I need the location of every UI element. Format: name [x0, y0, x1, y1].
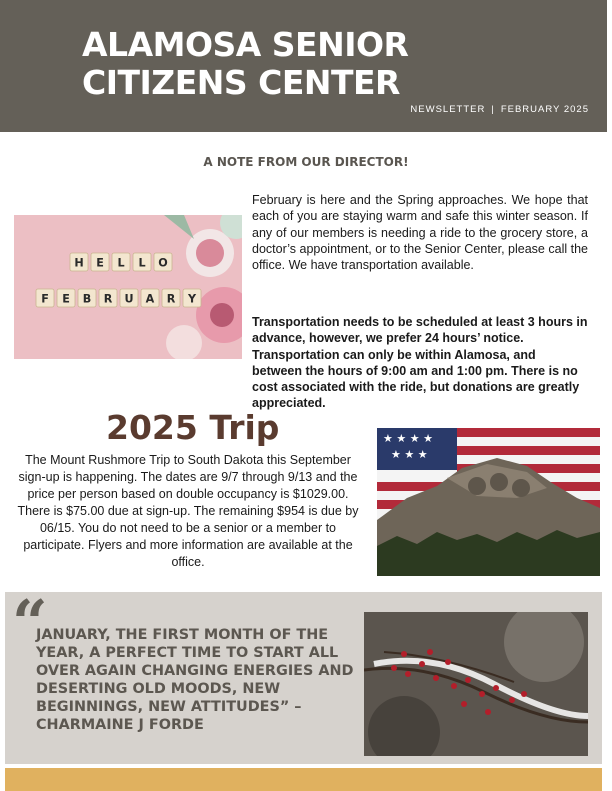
hello-february-photo: [14, 215, 242, 359]
letter-tile-text: R: [166, 292, 176, 306]
letter-tile-text: A: [145, 292, 155, 306]
letter-tile-text: R: [103, 292, 113, 306]
quote-text: JANUARY, THE FIRST MONTH OF THE YEAR, A PERFECT TIME TO START ALL OVER AGAIN CHANGING ENERGIES AND DESERTING OLD MOODS, NEW BEGINNINGS, NEW ATTITUDES” – CHARMAINE J FORDE: [36, 627, 354, 733]
meta-separator: |: [491, 104, 495, 115]
newsletter-meta: [410, 104, 589, 115]
transportation-notice: Transportation needs to be scheduled at least 3 hours in advance, however, we prefer 24 hours’ notice. Transportation can only be within Alamosa, and between the hours of 9:00 am and 1:00 pm. There is no cost associated with the ride, but donations are greatly appreciated.: [252, 315, 588, 411]
newsletter-label: NEWSLETTER: [410, 104, 486, 115]
trip-title: 2025 Trip: [106, 408, 280, 447]
letter-tile-text: L: [138, 256, 146, 270]
header-banner: [0, 0, 607, 132]
letter-tile-text: E: [62, 292, 70, 306]
trip-description: The Mount Rushmore Trip to South Dakota this September sign-up is happening. The dates are 9/7 through 9/13 and the price per person based on double occupancy is $1029.00. There is $75.00 due at sign-up. The remaining $954 is due by 06/15. You do not need to be a senior or a member to participate. Flyers and more information are available at the office.: [17, 453, 359, 569]
svg-text:★ ★ ★ ★: ★ ★ ★ ★: [383, 432, 433, 445]
director-heading: A NOTE FROM OUR DIRECTOR!: [203, 155, 409, 169]
center-title: ALAMOSA SENIOR CITIZENS CENTER: [82, 25, 409, 102]
letter-tile-text: L: [117, 256, 125, 270]
letter-tile-text: B: [82, 292, 92, 306]
footer-bar: [5, 768, 602, 791]
director-paragraph: February is here and the Spring approaches. We hope that each of you are staying warm and safe this winter season. If any of our members is needing a ride to the grocery store, a doctor’s appointment, or to the Senior Center, please call the office. We have transportation available.: [252, 193, 588, 273]
letter-tile-text: E: [96, 256, 104, 270]
letter-tile-text: F: [41, 292, 49, 306]
svg-text:★ ★ ★: ★ ★ ★: [391, 448, 428, 461]
letter-tile-text: H: [74, 256, 84, 270]
mount-rushmore-photo: [377, 428, 600, 576]
letter-tile-text: O: [158, 256, 168, 270]
quote-mark-icon: “: [12, 586, 48, 659]
snowy-berries-photo: [364, 612, 588, 756]
letter-tile-text: U: [124, 292, 134, 306]
newsletter-date: FEBRUARY 2025: [500, 104, 589, 115]
letter-tile-text: Y: [187, 292, 197, 306]
